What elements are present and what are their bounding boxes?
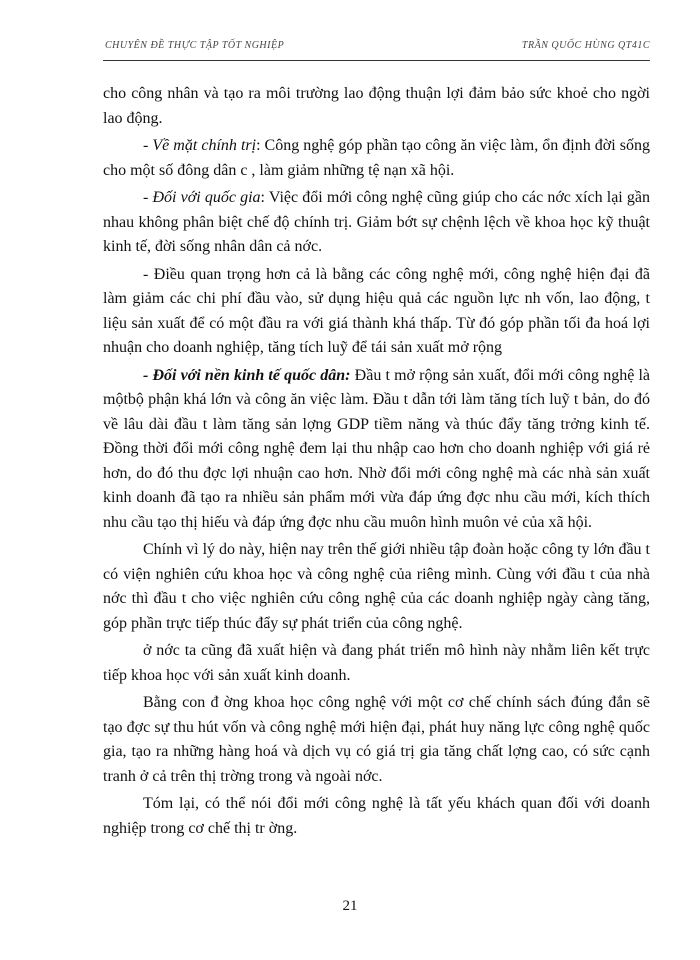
running-header	[105, 40, 650, 51]
paragraph: - Về mặt chính trị: Công nghệ góp phần tạo công ăn việc làm, ổn định đời sống cho một số đông dân c , làm giảm những tệ nạn xã hội.	[103, 137, 650, 179]
page-number: 21	[342, 898, 358, 914]
paragraph: Bằng con đ ờng khoa học công nghệ với một cơ chế chính sách đúng đắn sẽ tạo đợc sự thu hút vốn và công nghệ mới hiện đại, phát huy năng lực công nghệ quốc gia, tạo ra những hàng hoá và dịch vụ có giá trị gia tăng chất lợng cao, có sức cạnh tranh ở cả trên thị trờng trong và ngoài nớc.	[103, 694, 650, 785]
paragraph: ở nớc ta cũng đã xuất hiện và đang phát triển mô hình này nhằm liên kết trực tiếp khoa học với sản xuất kinh doanh.	[103, 642, 650, 684]
header-left: CHUYÊN ĐỀ THỰC TẬP TỐT NGHIỆP	[105, 40, 285, 51]
paragraph: Tóm lại, có thể nói đổi mới công nghệ là tất yếu khách quan đối với doanh nghiệp trong cơ chế thị tr ờng.	[103, 795, 650, 837]
paragraph: Chính vì lý do này, hiện nay trên thế giới nhiều tập đoàn hoặc công ty lớn đầu t có viện nghiên cứu khoa học và công nghệ của riêng mình. Cùng với đầu t của nhà nớc thì đầu t cho việc nghiên cứu công nghệ của các doanh nghiệp ngày càng tăng, góp phần trực tiếp thúc đẩy sự phát triển của công nghệ.	[103, 541, 650, 632]
header-divider	[103, 60, 650, 61]
header-right: TRẦN QUỐC HÙNG QT41C	[521, 40, 650, 51]
paragraph: cho công nhân và tạo ra môi trường lao động thuận lợi đảm bảo sức khoẻ cho ngời lao động.	[103, 85, 650, 127]
body-text	[103, 82, 650, 844]
paragraph: - Đối với quốc gia: Việc đổi mới công nghệ cũng giúp cho các nớc xích lại gần nhau không phân biệt chế độ chính trị. Giảm bớt sự chệnh lệch về khoa học kỹ thuật kinh tế, đời sống nhân dân cả nớc.	[103, 189, 650, 255]
paragraph: - Điều quan trọng hơn cả là bằng các công nghệ mới, công nghệ hiện đại đã làm giảm các chi phí đầu vào, sử dụng hiệu quả các nguồn lực nh vốn, lao động, t liệu sản xuất để có một đầu ra với giá thành khá thấp. Từ đó góp phần tối đa hoá lợi nhuận cho doanh nghiệp, tăng tích luỹ để tái sản xuất mở rộng	[103, 265, 650, 356]
paragraph: - Đối với nền kinh tế quốc dân: Đầu t mở rộng sản xuất, đổi mới công nghệ là mộtbộ phận khá lớn và công ăn việc làm. Đầu t dẫn tới làm tăng tích luỹ t bản, do đó về lâu dài đầu t làm tăng sản lợng GDP tiềm năng và thúc đẩy tăng trởng kinh tế. Đồng thời đổi mới công nghệ đem lại thu nhập cao hơn cho doanh nghiệp với giá rẻ hơn, do đó thu đợc lợi nhuận cao hơn. Nhờ đổi mới công nghệ mà các nhà sản xuất kinh doanh đã tạo ra nhiều sản phẩm mới vừa đáp ứng đợc nhu cầu mới, kích thích nhu cầu tạo thị hiếu và đáp ứng đợc nhu cầu muôn hình muôn vẻ của xã hội.	[103, 366, 651, 531]
